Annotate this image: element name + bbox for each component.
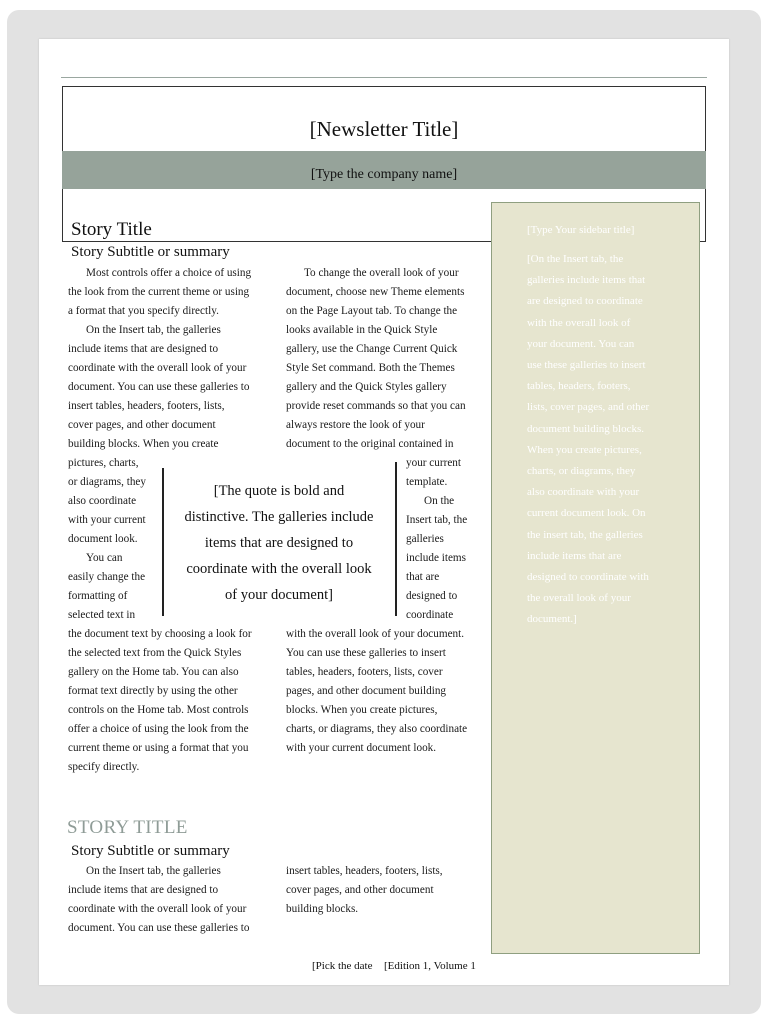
newsletter-title[interactable]: [Newsletter Title]	[309, 117, 459, 141]
text-line: controls on the Home tab. Most controls	[68, 704, 249, 716]
text-line: include items that are designed to	[68, 884, 219, 896]
story-title[interactable]: Story Title	[71, 219, 152, 240]
story2-subtitle[interactable]: Story Subtitle or summary	[71, 843, 230, 859]
text-line: specify directly.	[68, 761, 140, 773]
text-line: gallery, use the Change Current Quick	[286, 343, 458, 355]
text-line: building blocks. When you create	[68, 438, 219, 450]
text-line: building blocks.	[286, 903, 359, 915]
text-line: that are	[406, 571, 440, 583]
quote-line: [The quote is bold and	[213, 483, 345, 499]
text-line: on the Page Layout tab. To change the	[286, 305, 458, 317]
quote-left-rule	[162, 468, 164, 616]
quote-right-rule	[395, 462, 397, 616]
text-line: pictures, charts,	[68, 457, 139, 469]
sidebar-line: document building blocks.	[527, 422, 645, 435]
sidebar-line: current document look. On	[527, 507, 646, 520]
text-line: Style Set command. Both the Themes	[286, 362, 455, 374]
text-line: template.	[406, 476, 448, 488]
text-line: coordinate with the overall look of your	[68, 903, 247, 915]
text-line: insert tables, headers, footers, lists,	[68, 400, 225, 412]
quote-line: coordinate with the overall look	[186, 561, 372, 577]
text-line: designed to	[406, 590, 458, 602]
text-line: provide reset commands so that you can	[286, 400, 466, 412]
company-name[interactable]: [Type the company name]	[310, 167, 458, 182]
text-line: include items	[406, 552, 466, 564]
text-line: a format that you specify directly.	[68, 305, 219, 317]
text-line: with your current document look.	[286, 742, 437, 754]
text-line: On the Insert tab, the galleries	[86, 324, 221, 336]
footer-edition[interactable]: [Edition 1, Volume 1	[384, 960, 476, 972]
quote-line: distinctive. The galleries include	[184, 509, 374, 525]
story-subtitle[interactable]: Story Subtitle or summary	[71, 244, 230, 260]
sidebar-line: the overall look of your	[527, 592, 631, 605]
text-line: blocks. When you create pictures,	[286, 704, 438, 716]
text-line: On the Insert tab, the galleries	[86, 865, 221, 877]
text-line: always restore the look of your	[286, 419, 425, 431]
text-line: offer a choice of using the look from the	[68, 723, 249, 735]
story1-col2-bottom[interactable]	[286, 625, 467, 758]
text-line: document. You can use these galleries to	[68, 922, 250, 934]
company-band	[62, 151, 706, 189]
sidebar-title[interactable]: [Type Your sidebar title]	[527, 224, 635, 236]
text-line: coordinate	[406, 609, 454, 621]
text-line: coordinate with the overall look of your	[68, 362, 247, 374]
text-line: pages, and other document building	[286, 685, 447, 697]
text-line: format text directly by using the other	[68, 685, 238, 697]
text-line: On the	[424, 495, 455, 507]
sidebar-line: document.]	[527, 613, 577, 626]
text-line: easily change the	[68, 571, 146, 583]
sidebar-line: [On the Insert tab, the	[527, 253, 624, 265]
text-line: insert tables, headers, footers, lists,	[286, 865, 443, 877]
text-line: the document text by choosing a look for	[68, 628, 252, 640]
pull-quote[interactable]	[168, 478, 390, 608]
sidebar-line: designed to coordinate with	[527, 571, 649, 584]
text-line: To change the overall look of your	[304, 267, 459, 279]
sidebar-line: your document. You can	[527, 337, 635, 350]
story1-col2-mid[interactable]	[406, 454, 467, 625]
sidebar-line: use these galleries to insert	[527, 359, 646, 372]
text-line: cover pages, and other document	[68, 419, 216, 431]
footer-date[interactable]: [Pick the date	[312, 960, 373, 972]
text-line: formatting of	[68, 590, 128, 602]
sidebar-line: also coordinate with your	[527, 486, 640, 499]
text-line: document, choose new Theme elements	[286, 286, 465, 298]
text-line: also coordinate	[68, 495, 137, 507]
sidebar-line: charts, or diagrams, they	[527, 465, 636, 478]
story2-col1[interactable]	[68, 862, 249, 938]
story2-col2[interactable]	[286, 862, 443, 919]
text-line: the look from the current theme or using	[68, 286, 250, 298]
text-line: or diagrams, they	[68, 476, 146, 488]
text-line: document. You can use these galleries to	[68, 381, 250, 393]
text-line: You can	[86, 552, 123, 564]
text-line: gallery and the Quick Styles gallery	[286, 381, 447, 393]
text-line: your current	[406, 457, 461, 469]
header-rule	[61, 77, 707, 78]
text-line: galleries	[406, 533, 444, 545]
story2-title[interactable]: STORY TITLE	[67, 817, 188, 838]
story1-col1-mid[interactable]	[68, 454, 146, 625]
text-line: document look.	[68, 533, 138, 545]
text-line: gallery on the Home tab. You can also	[68, 666, 239, 678]
text-line: You can use these galleries to insert	[286, 647, 446, 659]
story1-col1-top[interactable]	[68, 264, 251, 454]
text-line: cover pages, and other document	[286, 884, 434, 896]
sidebar-line: lists, cover pages, and other	[527, 401, 650, 414]
text-line: include items that are designed to	[68, 343, 219, 355]
text-line: current theme or using a format that you	[68, 742, 249, 754]
sidebar-line: are designed to coordinate	[527, 295, 643, 308]
sidebar-line: tables, headers, footers,	[527, 380, 631, 393]
text-line: document to the original contained in	[286, 438, 454, 450]
text-line: the selected text from the Quick Styles	[68, 647, 242, 659]
sidebar-line: include items that are	[527, 549, 622, 562]
sidebar-line: with the overall look of	[527, 316, 631, 329]
sidebar	[491, 202, 700, 954]
text-line: selected text in	[68, 609, 136, 621]
sidebar-line: When you create pictures,	[527, 443, 642, 456]
text-line: Most controls offer a choice of using	[86, 267, 252, 279]
text-line: looks available in the Quick Style	[286, 324, 438, 336]
sidebar-line: galleries include items that	[527, 274, 646, 287]
text-line: charts, or diagrams, they also coordinate	[286, 723, 468, 735]
quote-line: of your document]	[225, 587, 333, 603]
story1-col1-bottom[interactable]	[68, 625, 252, 777]
text-line: tables, headers, footers, lists, cover	[286, 666, 443, 678]
text-line: Insert tab, the	[406, 514, 468, 526]
text-line: with the overall look of your document.	[286, 628, 465, 640]
text-line: with your current	[68, 514, 146, 526]
sidebar-body[interactable]	[527, 249, 667, 631]
quote-line: items that are designed to	[204, 535, 354, 551]
sidebar-line: the insert tab, the galleries	[527, 528, 643, 541]
story1-col2-top[interactable]	[286, 264, 466, 454]
